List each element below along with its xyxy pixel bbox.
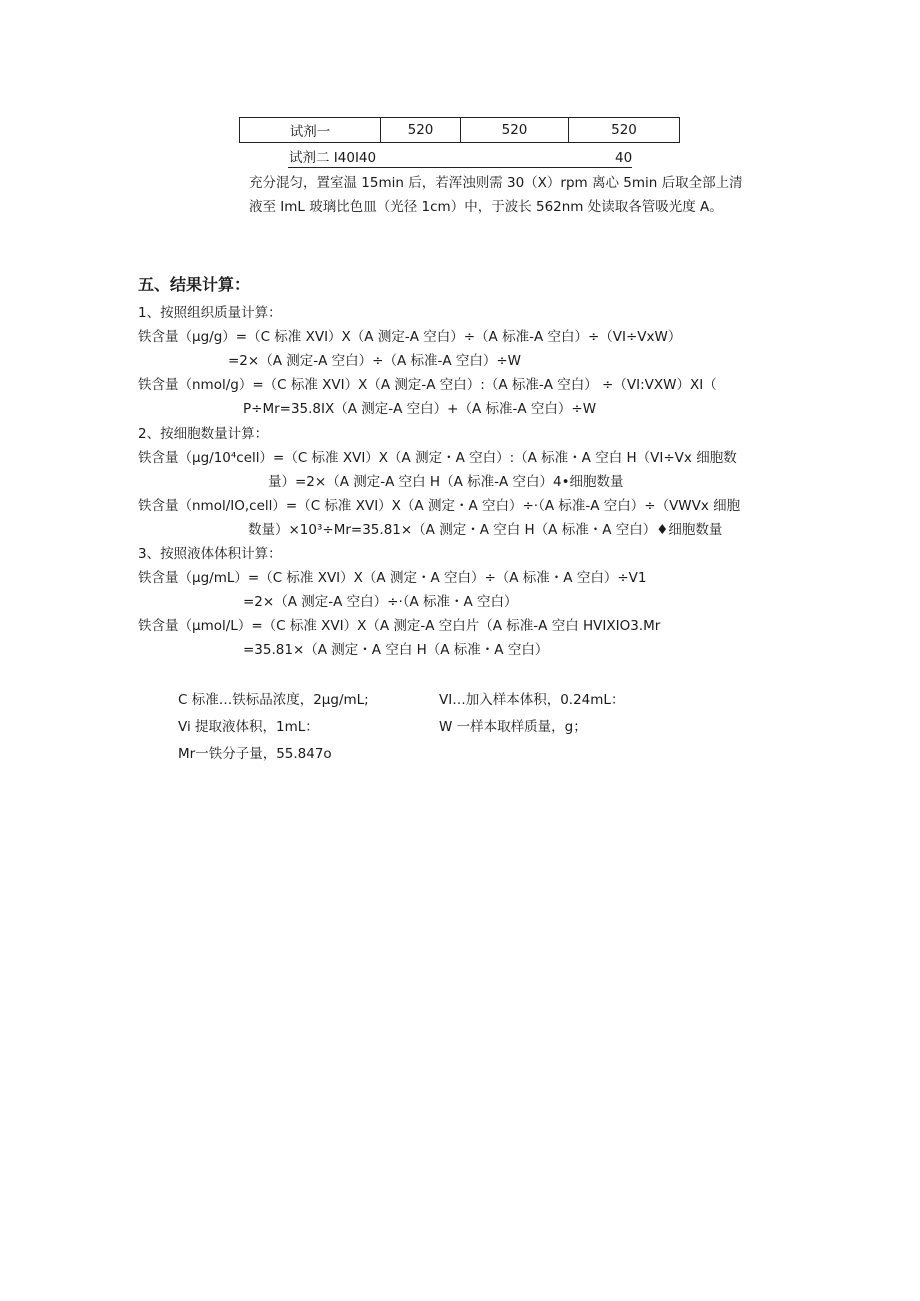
formula-line: =35.81×（A 测定・A 空白 H（A 标准・A 空白） [243, 642, 549, 658]
section-heading: 五、结果计算： [138, 275, 251, 294]
formula-line: 量）=2×（A 测定-A 空白 H（A 标准-A 空白）4•细胞数量 [268, 474, 624, 490]
subsection-title-2: 2、按细胞数量计算： [138, 426, 269, 442]
formula-line: 铁含量（μg∕10⁴cell）=（C 标准 XVI）X（A 测定・A 空白）:（A 标准・A 空白 H（VI÷Vx 细胞数 [138, 450, 737, 466]
subsection-title-1: 1、按照组织质量计算： [138, 305, 282, 321]
reagent-table [239, 117, 680, 143]
table-cell: 520 [569, 118, 680, 143]
subsection-title-3: 3、按照液体体积计算： [138, 546, 282, 562]
legend-extract-volume: Vi 提取液体积，1mL： [178, 719, 319, 735]
formula-line: 铁含量（nmol∕g）=（C 标准 XVI）X（A 测定-A 空白）:（A 标准-A 空白） ÷（VI:VXW）XI（ [138, 377, 717, 393]
reagent-two-label: 试剂二 I40I40 [289, 150, 377, 166]
formula-line: 铁含量（nmol/IO,cell）=（C 标准 XVI）X（A 测定・A 空白）÷·（A 标准-A 空白）÷（VWVx 细胞 [138, 498, 741, 514]
formula-line: 铁含量（μmol∕L）=（C 标准 XVI）X（A 测定-A 空白片（A 标准-A 空白 HVIXIO3.Mr [138, 618, 661, 634]
legend-sample-mass: W 一样本取样质量，g； [439, 719, 587, 735]
table-cell: 520 [461, 118, 569, 143]
formula-line: =2×（A 测定-A 空白）÷（A 标准-A 空白）÷W [228, 353, 522, 369]
formula-line: 铁含量（μg∕mL）=（C 标准 XVI）X（A 测定・A 空白）÷（A 标准・A 空白）÷V1 [138, 570, 647, 586]
table-row [240, 118, 680, 143]
table-cell: 520 [381, 118, 461, 143]
table-cell: 试剂一 [240, 118, 381, 143]
procedure-line-1: 充分混匀，置室温 15min 后，若浑浊则需 30（X）rpm 离心 5min 后取全部上清 [249, 175, 743, 191]
legend-sample-volume: VI…加入样本体积，0.24mL： [439, 692, 625, 708]
reagent-two-value: 40 [615, 150, 633, 166]
formula-line: 数量）×10³÷Mr=35.81×（A 测定・A 空白 H（A 标准・A 空白）♦细胞数量 [248, 522, 723, 538]
formula-line: 铁含量（μg∕g）=（C 标准 XVI）X（A 测定-A 空白）÷（A 标准-A 空白）÷（VI÷VxW） [138, 329, 682, 345]
formula-line: P÷Mr=35.8IX（A 测定-A 空白）+（A 标准-A 空白）÷W [243, 401, 597, 417]
legend-c-standard: C 标准…铁标品浓度，2μg∕mL; [178, 692, 369, 708]
legend-molecular-weight: Mr一铁分子量，55.847o [178, 746, 332, 762]
procedure-line-2: 液至 ImL 玻璃比色皿（光径 1cm）中，于波长 562nm 处读取各管吸光度 A。 [249, 199, 723, 215]
formula-line: =2×（A 测定-A 空白）÷·（A 标准・A 空白） [243, 594, 518, 610]
